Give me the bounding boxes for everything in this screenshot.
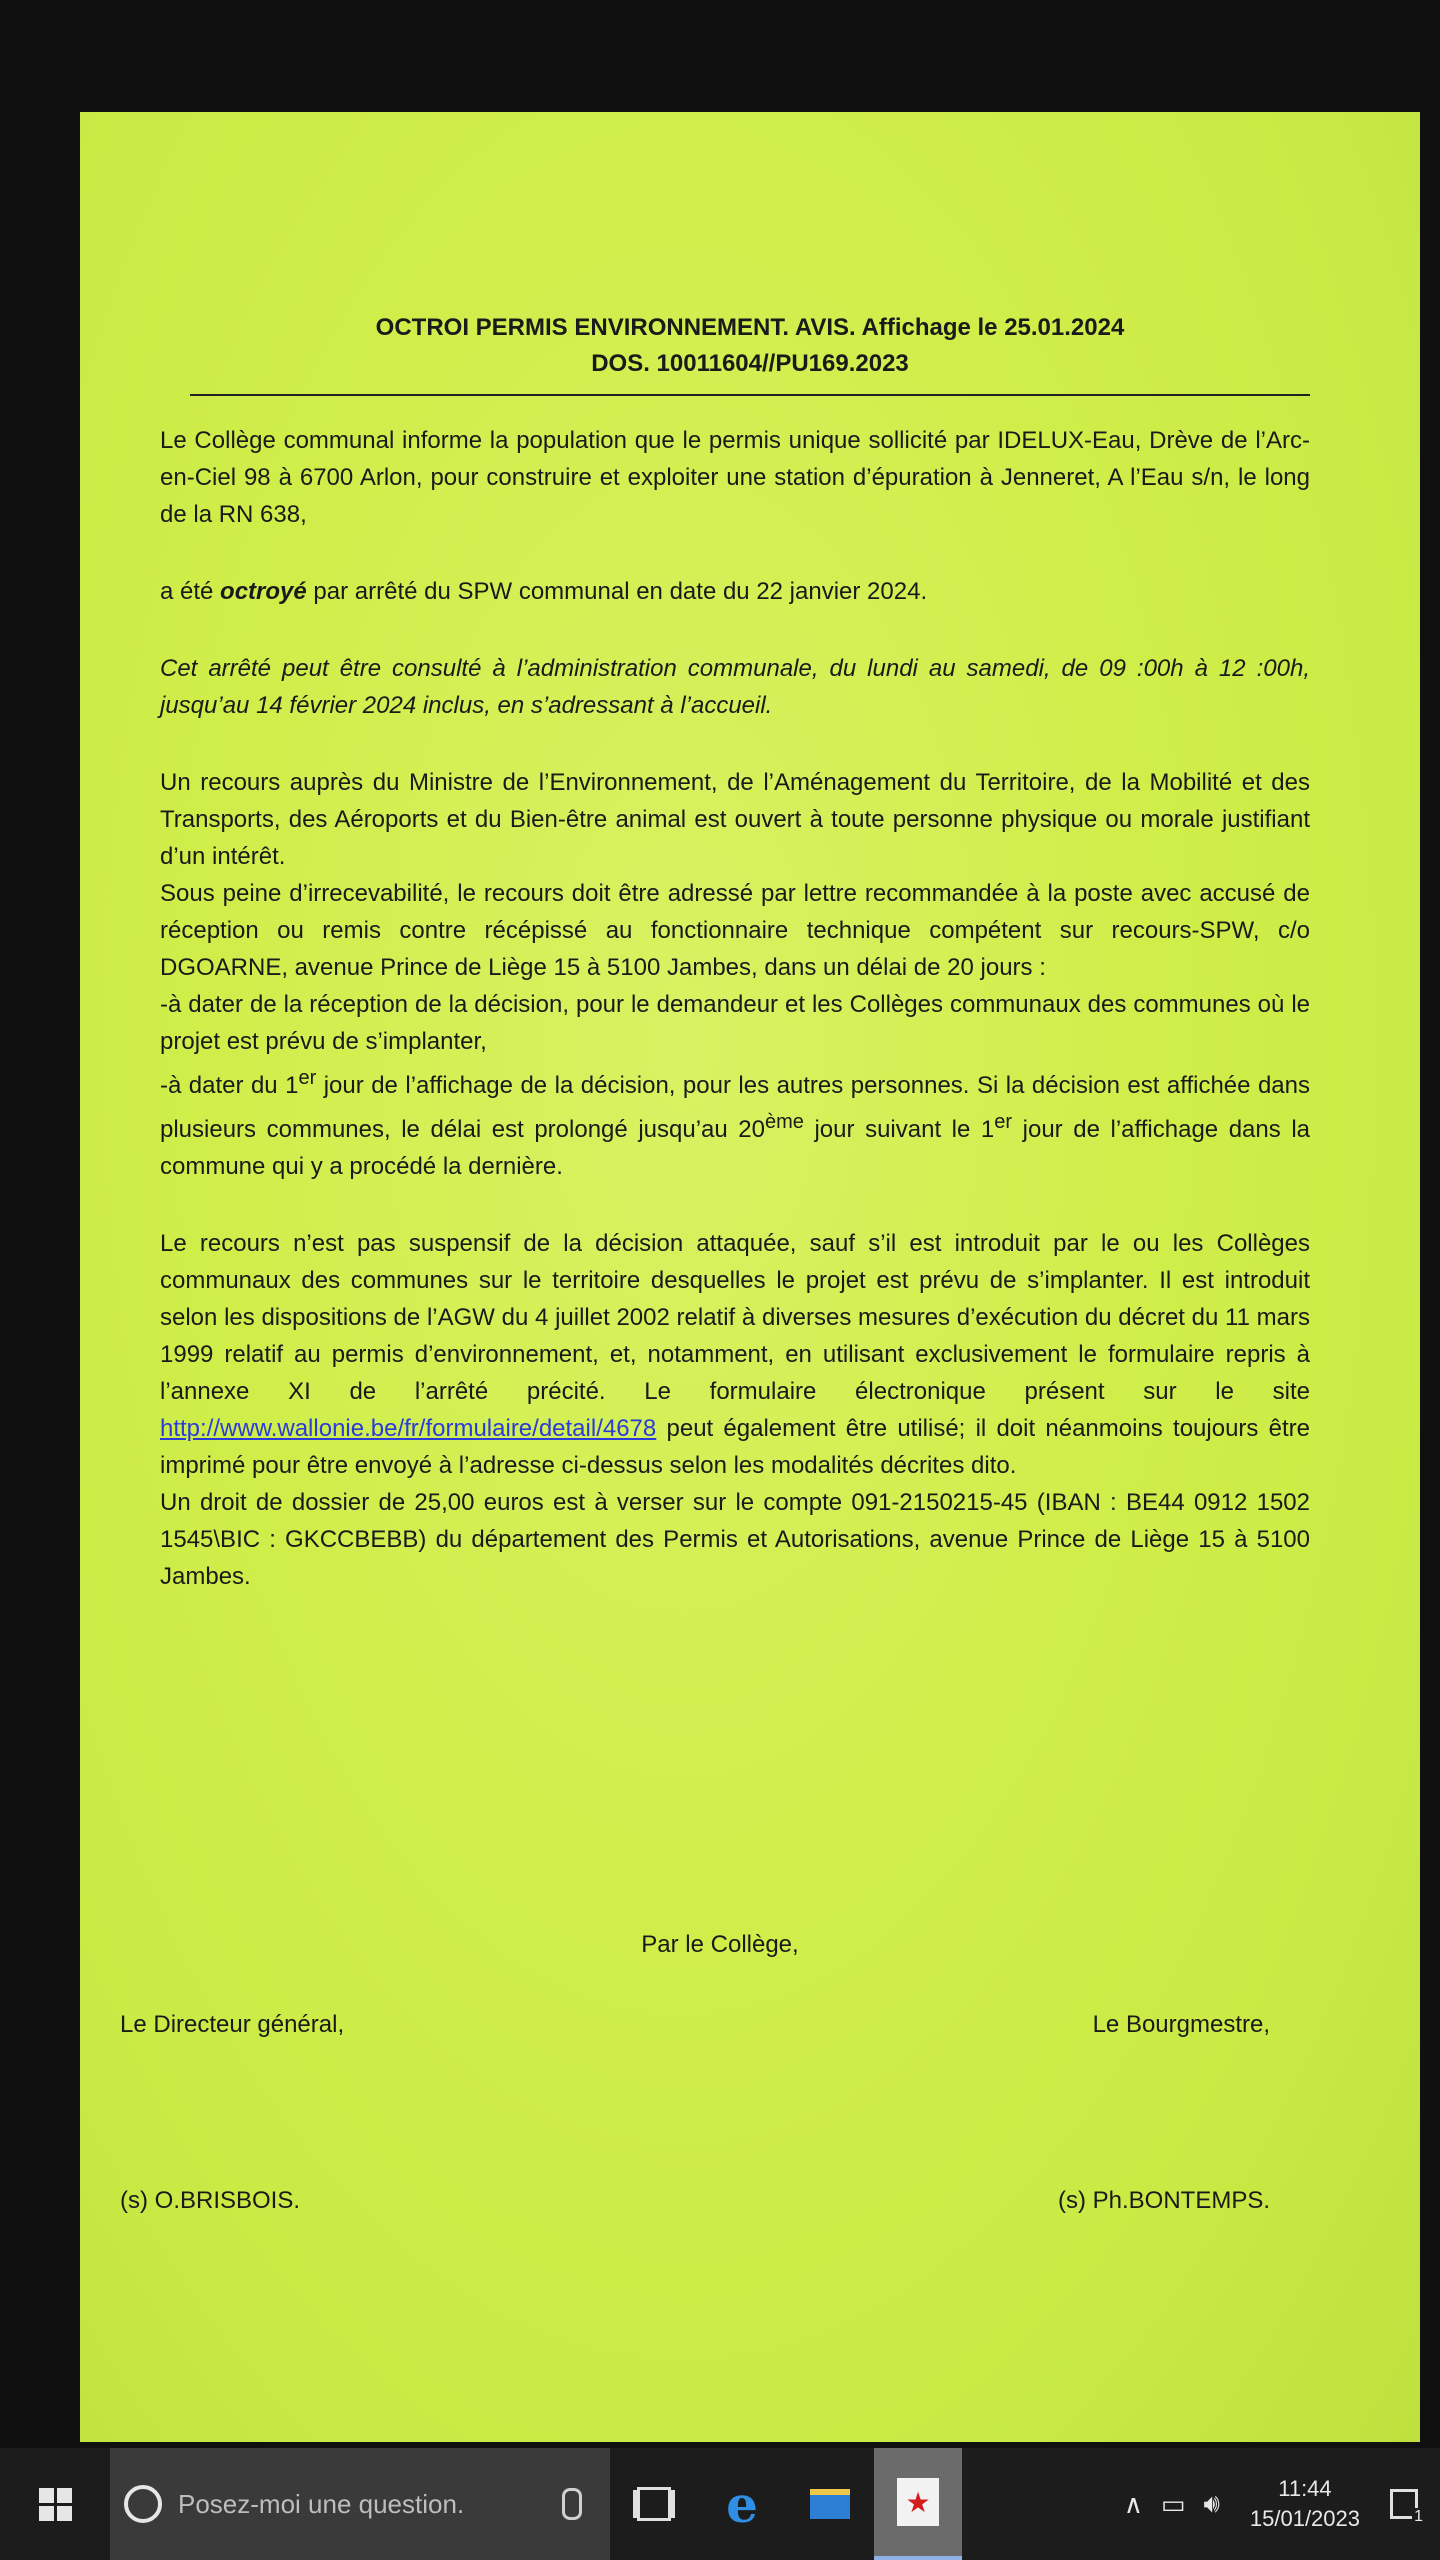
header-divider: [190, 394, 1310, 396]
start-button[interactable]: [0, 2448, 110, 2560]
acrobat-icon: ★: [897, 2478, 939, 2526]
document-body: [160, 422, 1310, 1595]
paragraph-appeal-delay-1: -à dater de la réception de la décision, pour le demandeur et les Collèges communaux des communes où le projet est prévu de s’implanter,: [160, 991, 1310, 1055]
suspensive-text-after: peut également être utilisé; il doit néanmoins toujours être imprimé pour être envoyé à l’adresse ci-dessus selon les modalités décrites dito.: [160, 1415, 1310, 1479]
mayor-signature: (s) Ph.BONTEMPS.: [1057, 2187, 1270, 2214]
delay-sup-1: er: [298, 1067, 317, 1089]
edge-icon: e: [726, 2474, 758, 2534]
signature-names: [120, 2183, 1270, 2219]
volume-icon[interactable]: 🔊︎: [1203, 2488, 1220, 2518]
form-link[interactable]: http://www.wallonie.be/fr/formulaire/detail/4678: [160, 1415, 657, 1442]
task-view-icon: [637, 2487, 671, 2521]
task-view-button[interactable]: [610, 2448, 698, 2560]
cortana-icon: [124, 2485, 162, 2523]
delay-text-b: jour de l’affichage de la décision, pour les autres personnes. Si la décision est affichée dans plusieurs communes, le délai est prolongé jusqu’au 20: [160, 1072, 1310, 1143]
paragraph-suspensive: [160, 1225, 1310, 1484]
delay-text-d: jour de l’affichage dans la commune qui y a procédé la dernière.: [160, 1116, 1310, 1180]
notification-icon[interactable]: [1390, 2489, 1423, 2525]
notification-count: 1: [1414, 2508, 1423, 2525]
clock-date: 15/01/2023: [1249, 2506, 1360, 2531]
header-dossier-number: DOS. 10011604//PU169.2023: [591, 350, 909, 377]
mayor-title: Le Bourgmestre,: [1092, 2011, 1270, 2038]
paragraph-appeal-delay-2: [160, 1060, 1310, 1185]
paragraph-decision: [160, 573, 1310, 610]
paragraph-appeal: Un recours auprès du Ministre de l’Environnement, de l’Aménagement du Territoire, de la Mobilité et des Transports, des Aéroports et du Bien-être animal est ouvert à toute personne physique ou morale justifiant d’un intérêt.: [160, 769, 1310, 870]
par-le-college: Par le Collège,: [641, 1931, 799, 1958]
decision-text-after: par arrêté du SPW communal en date du 22 janvier 2024.: [306, 578, 928, 605]
chevron-up-icon[interactable]: ∧: [1123, 2488, 1143, 2519]
decision-text-before: a été: [160, 578, 221, 605]
document-page: [80, 112, 1420, 2442]
delay-sup-2: ème: [765, 1111, 804, 1133]
decision-emphasis: octroyé: [220, 578, 307, 605]
signature-titles: [120, 2007, 1270, 2043]
windows-start-icon: [39, 2488, 72, 2521]
clock-time: 11:44: [1278, 2476, 1332, 2501]
search-box[interactable]: [110, 2448, 610, 2560]
signature-block: [120, 1927, 1320, 2219]
acrobat-button[interactable]: [874, 2448, 962, 2560]
paragraph-consultation: Cet arrêté peut être consulté à l’administration communale, du lundi au samedi, de 09 :00h à 12 :00h, jusqu’au 14 février 2024 inclus, en s’adressant à l’accueil.: [160, 655, 1310, 719]
header-title: OCTROI PERMIS ENVIRONNEMENT. AVIS. Affichage le 25.01.2024: [375, 314, 1125, 341]
microphone-icon[interactable]: [562, 2488, 582, 2520]
paragraph-intro: Le Collège communal informe la population que le permis unique sollicité par IDELUX-Eau, Drève de l’Arc-en-Ciel 98 à 6700 Arlon, pour construire et exploiter une station d’épuration à Jenneret, A l’Eau s/n, le long de la RN 638,: [160, 427, 1310, 528]
search-placeholder: Posez-moi une question.: [178, 2488, 465, 2519]
suspensive-text-before: Le recours n’est pas suspensif de la décision attaquée, sauf s’il est introduit par le ou les Collèges communaux des communes sur le territoire desquelles le projet est prévu de s’implanter. Il est introduit selon les dispositions de l’AGW du 4 juillet 2002 relatif à diverses mesures d’exécution du décret du 11 mars 1999 relatif au permis d’environnement, et, notamment, en utilisant exclusivement le formulaire repris à l’annexe XI de l’arrêté précité. Le formulaire électronique présent sur le site: [160, 1230, 1310, 1405]
director-title: Le Directeur général,: [120, 2011, 345, 2038]
document-header: [190, 310, 1310, 382]
delay-text-c: jour suivant le 1: [803, 1116, 995, 1143]
edge-button[interactable]: [698, 2448, 786, 2560]
director-signature: (s) O.BRISBOIS.: [120, 2187, 301, 2214]
delay-sup-3: er: [994, 1111, 1013, 1133]
network-icon[interactable]: ▭: [1160, 2488, 1186, 2519]
paragraph-fee: Un droit de dossier de 25,00 euros est à verser sur le compte 091-2150215-45 (IBAN : BE44 0912 1502 1545\BIC : GKCCBEBB) du département des Permis et Autorisations, avenue Prince de Liège 15 à 5100 Jambes.: [160, 1489, 1310, 1590]
delay-text-a: -à dater du 1: [160, 1072, 299, 1099]
paragraph-appeal-procedure: Sous peine d’irrecevabilité, le recours doit être adressé par lettre recommandée à la poste avec accusé de réception ou remis contre récépissé au fonctionnaire technique compétent sur recours-SPW, c/o DGOARNE, avenue Prince de Liège 15 à 5100 Jambes, dans un délai de 20 jours :: [160, 880, 1310, 981]
clock[interactable]: [1238, 2474, 1372, 2534]
taskbar: [0, 2448, 1440, 2560]
file-explorer-button[interactable]: [786, 2448, 874, 2560]
system-tray: [1124, 2448, 1440, 2560]
file-explorer-icon: [810, 2489, 850, 2519]
